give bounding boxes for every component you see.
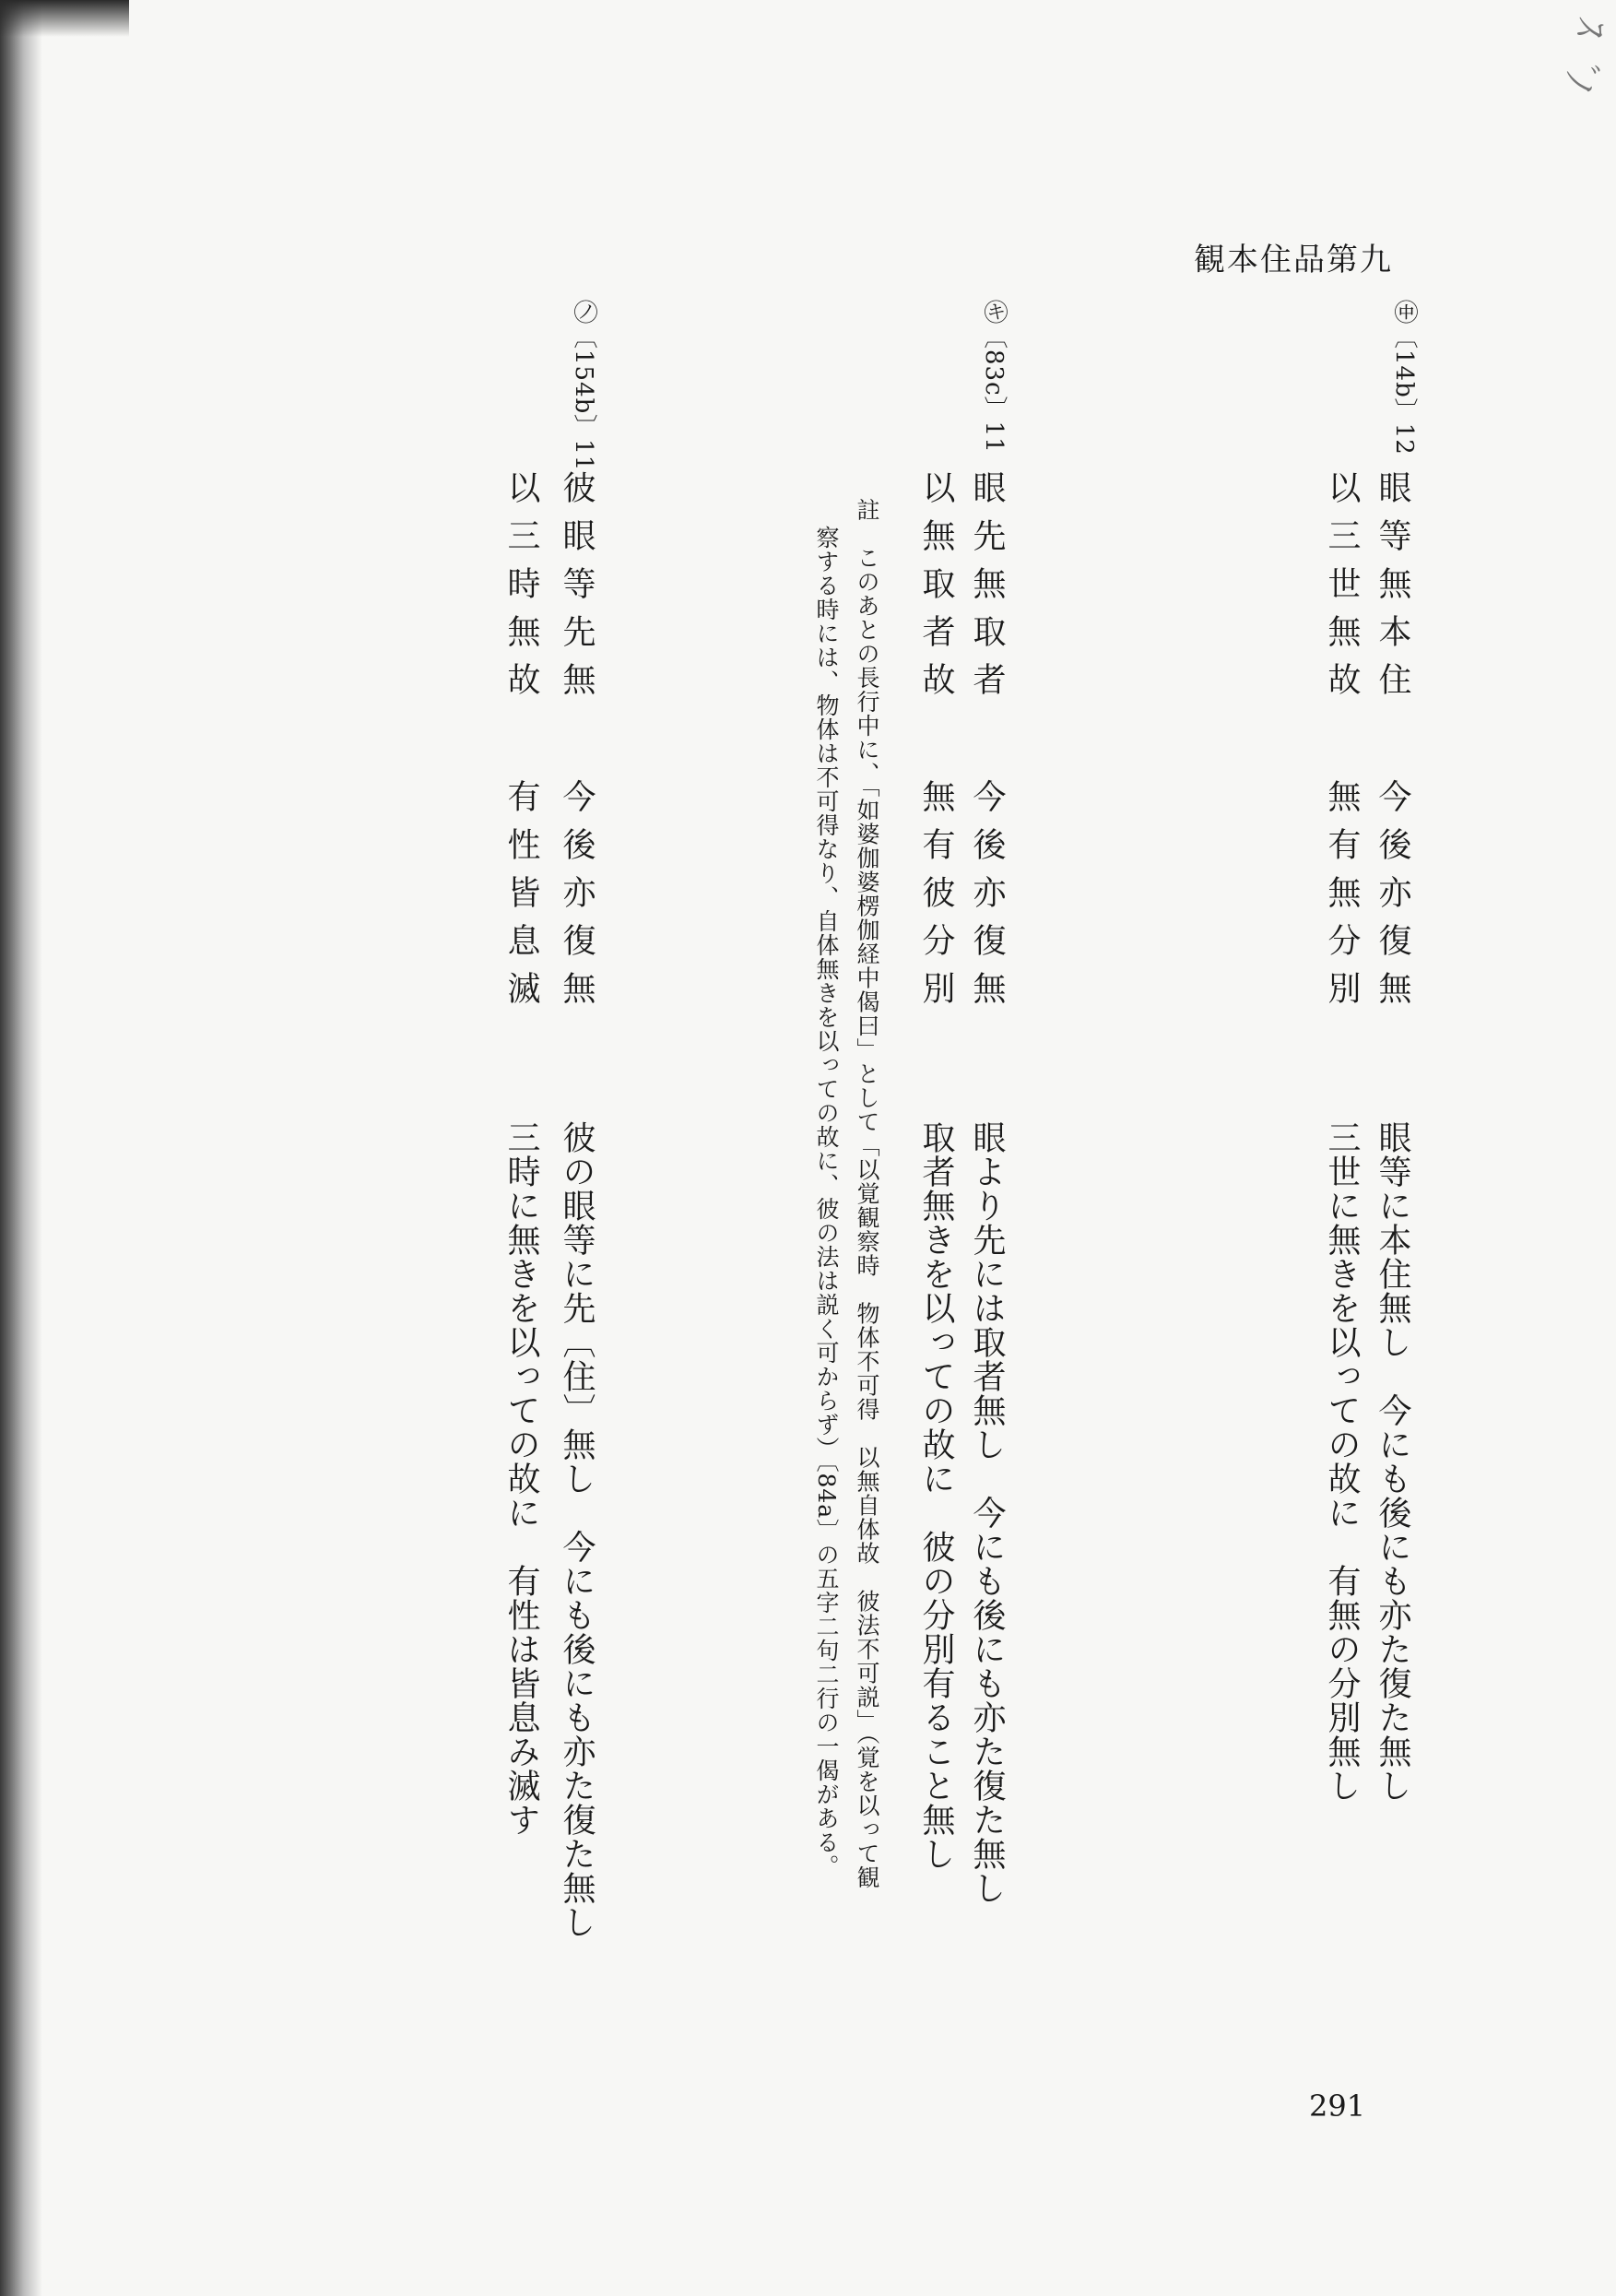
section-3-verse-line-4: 有性皆息滅: [502, 779, 540, 1019]
section-1-verse-line-2: 今後亦復無: [1374, 779, 1411, 1019]
section-1-verse-line-4: 無有無分別: [1323, 779, 1361, 1019]
section-3-verse-line-3: 以三時無故: [502, 470, 540, 710]
section-3-translation-line-2: 三時に無きを以っての故に 有性は皆息み滅す: [502, 1120, 540, 1837]
chapter-title: 観本住品第九: [1194, 242, 1393, 278]
section-2-verse-line-3: 以無取者故: [917, 470, 955, 710]
section-2-reference: ㋖〔83c〕11: [980, 300, 1008, 454]
section-1-translation-line-2: 三世に無きを以っての故に 有無の分別無し: [1323, 1120, 1361, 1803]
section-2-verse-line-2: 今後亦復無: [968, 779, 1006, 1019]
section-3-verse-line-2: 今後亦復無: [558, 779, 596, 1019]
section-1-verse-line-1: 眼等無本住: [1374, 470, 1411, 710]
section-1-translation-line-1: 眼等に本住無し 今にも後にも亦た復た無し: [1374, 1120, 1411, 1803]
scan-shadow-corner: [0, 0, 129, 37]
margin-handwritten-mark: ｽ゛ﾉ: [1555, 14, 1612, 96]
section-2-translation-line-2: 取者無きを以っての故に 彼の分別有ること無し: [917, 1120, 955, 1871]
section-2-verse-line-4: 無有彼分別: [917, 779, 955, 1019]
section-3-verse-line-1: 彼眼等先無: [558, 470, 596, 710]
scan-shadow-edge: [0, 0, 42, 2296]
section-3-translation-line-1: 彼の眼等に先〔住〕無し 今にも後にも亦た復た無し: [558, 1120, 596, 1939]
section-2-note-line-2: 察する時には、物体は不可得なり、自体無きを以っての故に、彼の法は説く可からず）〔84a〕の五字二句二行の一偈がある。: [813, 526, 840, 1879]
section-3-reference: ㋨〔154b〕11: [570, 300, 597, 472]
section-1-verse-line-3: 以三世無故: [1323, 470, 1361, 710]
section-1-reference: ㊥〔14b〕12: [1390, 300, 1418, 456]
section-2-translation-line-1: 眼より先には取者無し 今にも後にも亦た復た無し: [968, 1120, 1006, 1905]
page-number: 291: [1309, 2089, 1366, 2124]
section-2-verse-line-1: 眼先無取者: [968, 470, 1006, 710]
section-2-note-line-1: 註 このあとの長行中に、「如婆伽婆楞伽経中偈曰」として「以覚観察時 物体不可得 以無自体故 彼法不可説」（覚を以って観: [854, 498, 880, 1889]
